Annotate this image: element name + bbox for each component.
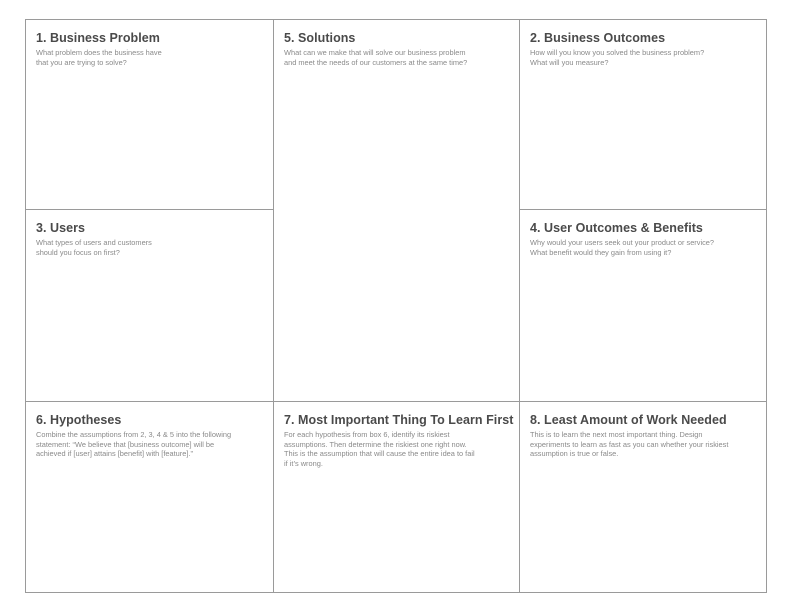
box-description (36, 430, 263, 459)
box-title: 6. Hypotheses (36, 413, 122, 427)
box-user-outcomes[interactable] (520, 210, 766, 401)
box-solutions[interactable] (274, 20, 519, 401)
description-line: assumption is true or false. (530, 449, 619, 459)
description-line: that you are trying to solve? (36, 57, 127, 67)
description-line: What can we make that will solve our business problem (284, 48, 466, 57)
box-title: 1. Business Problem (36, 31, 160, 45)
box-least-work[interactable] (520, 402, 766, 592)
box-description (36, 238, 263, 257)
box-title: 2. Business Outcomes (530, 31, 666, 45)
description-line: What benefit would they gain from using it? (530, 247, 672, 257)
box-description (36, 48, 263, 67)
description-line: if it’s wrong. (284, 458, 323, 468)
description-line: experiments to learn as fast as you can whether your riskiest (530, 439, 729, 449)
box-title: 8. Least Amount of Work Needed (530, 413, 727, 427)
description-line: This is the assumption that will cause the entire idea to fail (284, 449, 475, 459)
description-line: assumptions. Then determine the riskiest one right now. (284, 439, 467, 449)
description-line: and meet the needs of our customers at the same time? (284, 57, 468, 67)
box-title: 5. Solutions (284, 31, 356, 45)
description-line: Combine the assumptions from 2, 3, 4 & 5 into the following (36, 430, 232, 439)
description-line: For each hypothesis from box 6, identify its riskiest (284, 430, 450, 439)
box-title: 7. Most Important Thing To Learn First (284, 413, 514, 427)
box-description (284, 430, 509, 468)
description-line: What types of users and customers (36, 238, 152, 247)
box-description (530, 238, 756, 257)
description-line: should you focus on first? (36, 247, 120, 257)
box-description (530, 48, 756, 67)
description-line: Why would your users seek out your product or service? (530, 238, 715, 247)
description-line: achieved if [user] attains [benefit] with [feature].” (36, 449, 193, 459)
description-line: How will you know you solved the business problem? (530, 48, 705, 57)
lean-ux-canvas (25, 19, 767, 593)
box-business-problem[interactable] (26, 20, 273, 209)
box-description (530, 430, 756, 459)
box-learn-first[interactable] (274, 402, 519, 592)
description-line: This is to learn the next most important thing. Design (530, 430, 703, 439)
box-users[interactable] (26, 210, 273, 401)
box-title: 3. Users (36, 221, 86, 235)
box-hypotheses[interactable] (26, 402, 273, 592)
box-business-outcomes[interactable] (520, 20, 766, 209)
description-line: statement: “We believe that [business outcome] will be (36, 439, 215, 449)
description-line: What problem does the business have (36, 48, 162, 57)
box-description (284, 48, 509, 67)
box-title: 4. User Outcomes & Benefits (530, 221, 703, 235)
description-line: What will you measure? (530, 57, 609, 67)
